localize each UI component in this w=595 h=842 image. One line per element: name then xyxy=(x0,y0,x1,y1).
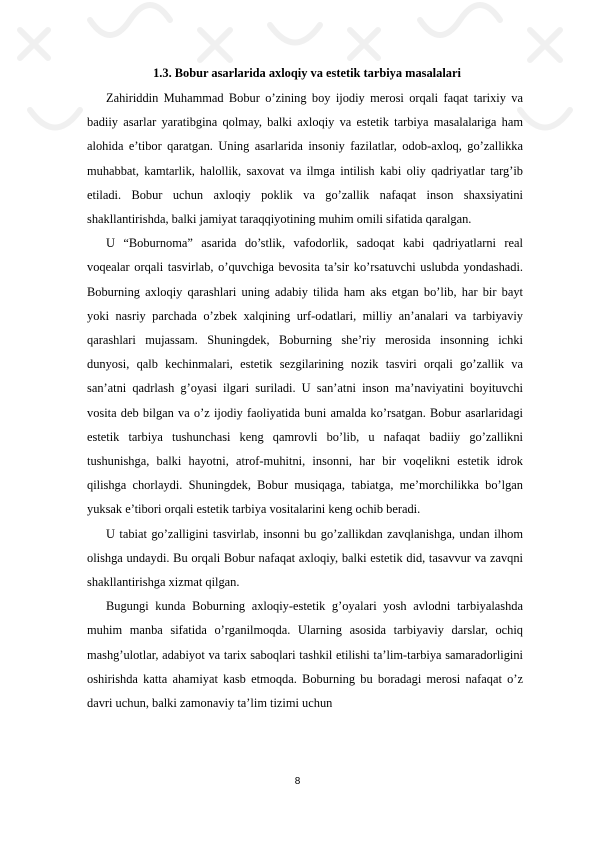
paragraph-2: U “Boburnoma” asarida do’stlik, vafodorlik, sadoqat kabi qadriyatlarni real voqealar orqali tasvirlab, o’quvchiga bevosita ta’sir ko’rsatuvchi uslubda yondashadi. Boburning axloqiy qarashlari uning adabiy tilida ham aks etgan bo’lib, har bir bayt yoki nasriy parchada o’zbek xalqining urf-odatlari, milliy an’analari va tarbiyaviy qarashlari mujassam. Shuningdek, Boburning she’riy merosida insonning ichki dunyosi, qalb kechinmalari, estetik sezgilarining nozik tasviri orqali go’zallik va san’atni qadrlash g’oyasi ilgari suriladi. U san’atni inson ma’naviyatini boyituvchi vosita deb bilgan va o’z ijodiy faoliyatida buni amalda ko’rsatgan. Bobur asarlaridagi estetik tarbiya tushunchasi keng qamrovli bo’lib, u nafaqat badiiy go’zallikni tushunishga, balki hayotni, atrof-muhitni, insonni, har bir voqelikni estetik idrok qilishga chorlaydi. Shuningdek, Bobur musiqaga, tabiatga, me’morchilikka bo’lgan yuksak e’tibori orqali estetik tarbiya vositalarini keng ochib beradi. xyxy=(87,236,523,517)
paragraph-4: Bugungi kunda Boburning axloqiy-estetik g’oyalari yosh avlodni tarbiyalashda muhim manba sifatida o’rganilmoqda. Ularning asosida tarbiyaviy darslar, ochiq mashg’ulotlar, adabiyot va tarix saboqlari tashkil etilishi ta’lim-tarbiya samaradorligini oshirishda katta ahamiyat kasb etmoqda. Boburning bu boradagi merosi nafaqat o’z davri uchun, balki zamonaviy ta’lim tizimi uchun xyxy=(87,599,523,711)
document-page xyxy=(87,64,523,715)
page-number: 8 xyxy=(294,776,301,787)
section-heading: 1.3. Bobur asarlarida axloqiy va estetik tarbiya masalalari xyxy=(153,66,461,80)
paragraph-3: U tabiat go’zalligini tasvirlab, insonni bu go’zallikdan zavqlanishga, undan ilhom olishga undaydi. Bu orqali Bobur nafaqat axloqiy, balki estetik did, tasavvur va zavqni shakllantirishga xizmat qilgan. xyxy=(87,526,523,590)
paragraph-1: Zahiriddin Muhammad Bobur o’zining boy ijodiy merosi orqali faqat tarixiy va badiiy asarlar yaratibgina qolmay, balki axloqiy va estetik tarbiya masalalariga ham alohida e’tibor qaratgan. Uning asarlarida insoniy fazilatlar, odob-axloq, go’zallikka muhabbat, kamtarlik, halollik, saxovat va ilmga intilish kabi oliy qadriyatlar targ’ib etiladi. Bobur uchun axloqiy poklik va go’zallik nafaqat inson shaxsiyatini shakllantirishda, balki jamiyat taraqqiyotining muhim omili sifatida qaralgan. xyxy=(87,91,523,227)
